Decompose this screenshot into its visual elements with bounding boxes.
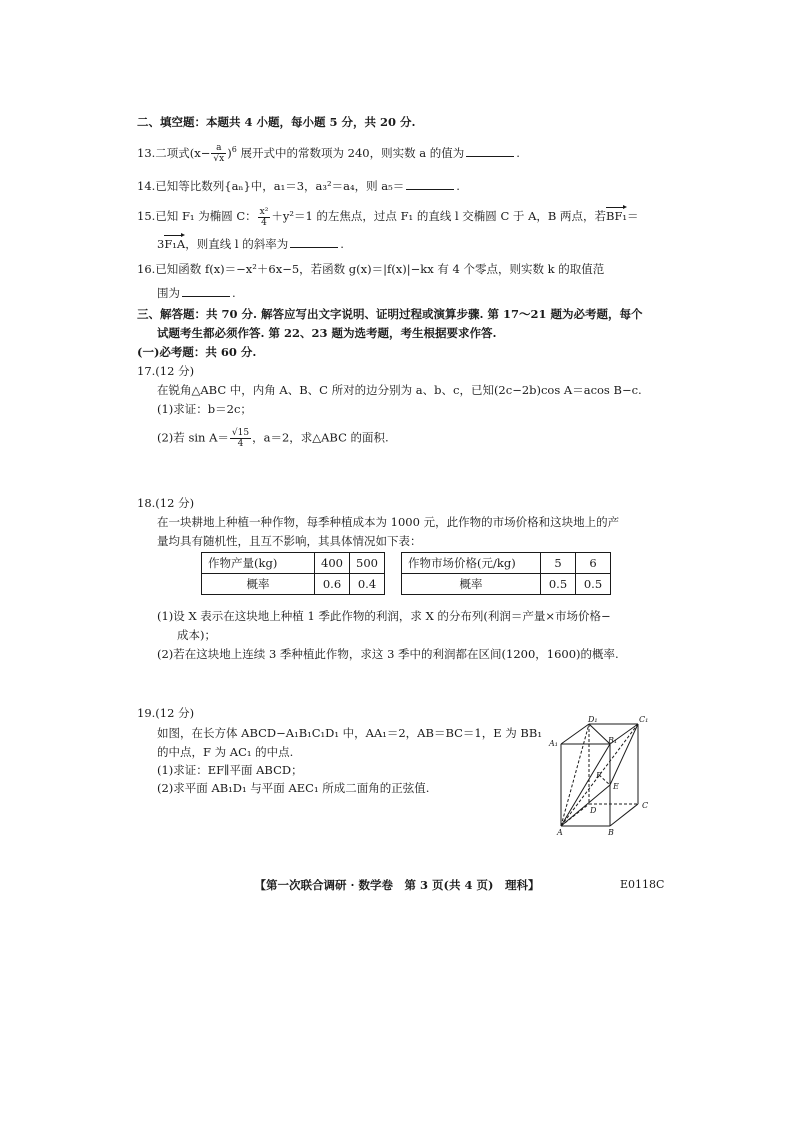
q19-header: 19.(12 分): [137, 706, 195, 720]
table-row: [402, 574, 611, 595]
yield-probability-table: [201, 552, 385, 595]
question-16-line2: [157, 285, 236, 301]
table-cell: 0.6: [315, 574, 350, 595]
q19-stem1: 如图，在长方体 ABCD−A₁B₁C₁D₁ 中，AA₁＝2，AB＝BC＝1，E 为 BB₁: [157, 726, 542, 740]
q15-frac-num: x²: [259, 206, 269, 217]
q15-vector-f1a: F₁A: [164, 234, 185, 252]
label-d: D: [590, 806, 597, 815]
q17-part1: (1)求证：b＝2c；: [157, 402, 252, 416]
q13-frac-den: √x: [213, 154, 225, 165]
label-c: C: [642, 801, 649, 810]
label-a: A: [557, 828, 563, 837]
table-row: [202, 574, 385, 595]
label-a1: A₁: [549, 739, 558, 748]
table-cell: 400: [315, 553, 350, 574]
q19-part2: (2)求平面 AB₁D₁ 与平面 AEC₁ 所成二面角的正弦值.: [157, 781, 430, 795]
q15-text-c: ，则直线 l 的斜率为: [185, 237, 289, 251]
section-3-line1: 三、解答题：共 70 分. 解答应写出文字说明、证明过程或演算步骤. 第 17～21 题为必考题，每个: [137, 307, 643, 321]
q13-exponent: 6: [231, 145, 237, 154]
q15-answer-blank: [290, 236, 338, 248]
q16-number: 16.: [137, 262, 156, 276]
q13-text-b: 展开式中的常数项为 240，则实数 a 的值为: [240, 145, 465, 160]
q15-text-b: ＋y²＝1 的左焦点，过点 F₁ 的直线 l 交椭圆 C 于 A，B 两点，若: [271, 209, 606, 223]
q18-header: 18.(12 分): [137, 496, 195, 510]
q15-coef: 3: [157, 237, 165, 251]
question-15-line1: [137, 206, 639, 228]
table-cell: 作物市场价格(元/kg): [402, 553, 541, 574]
question-13: 13.二项式(x− $\frac{a}{√x}$ )$^6$ 展开式中的常数项为 240，则实数 a 的值为 .: [137, 143, 520, 165]
q17-frac-num: √15: [231, 428, 250, 438]
q17-frac-den: 4: [237, 439, 244, 449]
q18-stem1: 在一块耕地上种植一种作物，每季种植成本为 1000 元，此作物的市场价格和这块地上的产: [157, 515, 620, 529]
q15-fraction: [258, 207, 271, 228]
q16-text-a: 已知函数 f(x)＝−x²＋6x−5，若函数 g(x)＝|f(x)|−kx 有 4 个零点，则实数 k 的取值范: [155, 262, 605, 276]
section-3-line2: 试题考生都必须作答. 第 22、23 题为选考题，考生根据要求作答.: [157, 326, 497, 340]
q17-part2-a: (2)若 sin A＝: [157, 430, 229, 445]
q18-part2: (2)若在这块地上连续 3 季种植此作物，求这 3 季中的利润都在区间(1200，1600)的概率.: [157, 647, 619, 661]
q13-fraction: [211, 143, 226, 164]
q16-answer-blank: [182, 285, 230, 297]
label-d1: D₁: [588, 716, 598, 724]
q16-text-b: 围为: [157, 286, 180, 300]
table-cell: 0.4: [350, 574, 385, 595]
table-cell: 500: [350, 553, 385, 574]
q15-number: 15.: [137, 209, 156, 223]
cuboid-figure: [548, 716, 660, 838]
q18-part1-a: (1)设 X 表示在这块地上种植 1 季此作物的利润，求 X 的分布列(利润＝产量×市场价格−: [157, 609, 611, 623]
label-b1: B₁: [608, 736, 618, 745]
label-e: E: [613, 782, 619, 791]
q13-number: 13.: [137, 145, 156, 160]
q19-stem2: 的中点，F 为 AC₁ 的中点.: [157, 745, 294, 759]
table-cell: 0.5: [541, 574, 576, 595]
q18-part1-b: 成本)；: [177, 628, 216, 642]
table-row: [202, 553, 385, 574]
q14-end: .: [456, 179, 460, 193]
table-cell: 0.5: [576, 574, 611, 595]
table-cell: 作物产量(kg): [202, 553, 315, 574]
q17-fraction: [230, 428, 251, 449]
table-cell: 概率: [402, 574, 541, 595]
q18-stem2: 量均具有随机性，且互不影响，其具体情况如下表：: [157, 534, 422, 548]
q15-frac-den: 4: [261, 217, 267, 228]
q13-end: .: [516, 145, 520, 160]
q13-text-a: 二项式(x−: [155, 145, 211, 160]
section-3-required: (一)必考题：共 60 分.: [137, 345, 257, 359]
table-cell: 概率: [202, 574, 315, 595]
q19-part1: (1)求证：EF∥平面 ABCD；: [157, 763, 303, 777]
table-cell: 6: [576, 553, 611, 574]
q14-text: 已知等比数列{aₙ}中，a₁＝3，a₃²＝a₄，则 a₅＝: [155, 179, 405, 193]
q13-answer-blank: [466, 145, 514, 157]
table-cell: 5: [541, 553, 576, 574]
page-footer: 【第一次联合调研 · 数学卷 第 3 页(共 4 页) 理科】: [254, 878, 540, 892]
price-probability-table: [401, 552, 611, 595]
label-f: F: [596, 771, 602, 780]
section-2-title: 二、填空题：本题共 4 小题，每小题 5 分，共 20 分.: [137, 115, 416, 129]
question-16-line1: [137, 262, 604, 277]
label-c1: C₁: [639, 716, 649, 724]
q17-header: 17.(12 分): [137, 364, 195, 378]
q17-part2-b: ，a＝2，求△ABC 的面积.: [252, 430, 389, 445]
label-b: B: [608, 828, 614, 837]
question-15-line2: [157, 234, 344, 252]
exam-code: E0118C: [620, 878, 665, 891]
question-14: [137, 178, 460, 194]
q15-text-a: 已知 F₁ 为椭圆 C：: [155, 209, 257, 223]
q16-end: .: [232, 286, 236, 300]
q14-number: 14.: [137, 179, 156, 193]
q15-vector-bf1: BF₁: [606, 206, 627, 224]
q17-stem: 在锐角△ABC 中，内角 A、B、C 所对的边分别为 a、b、c，已知(2c−2b)cos A＝acos B−c.: [157, 383, 642, 397]
q14-answer-blank: [406, 178, 454, 190]
q15-end: .: [340, 237, 344, 251]
q13-frac-num: a: [211, 143, 226, 154]
table-row: [402, 553, 611, 574]
q15-eq: ＝: [627, 209, 639, 223]
q17-part2: [157, 428, 389, 449]
